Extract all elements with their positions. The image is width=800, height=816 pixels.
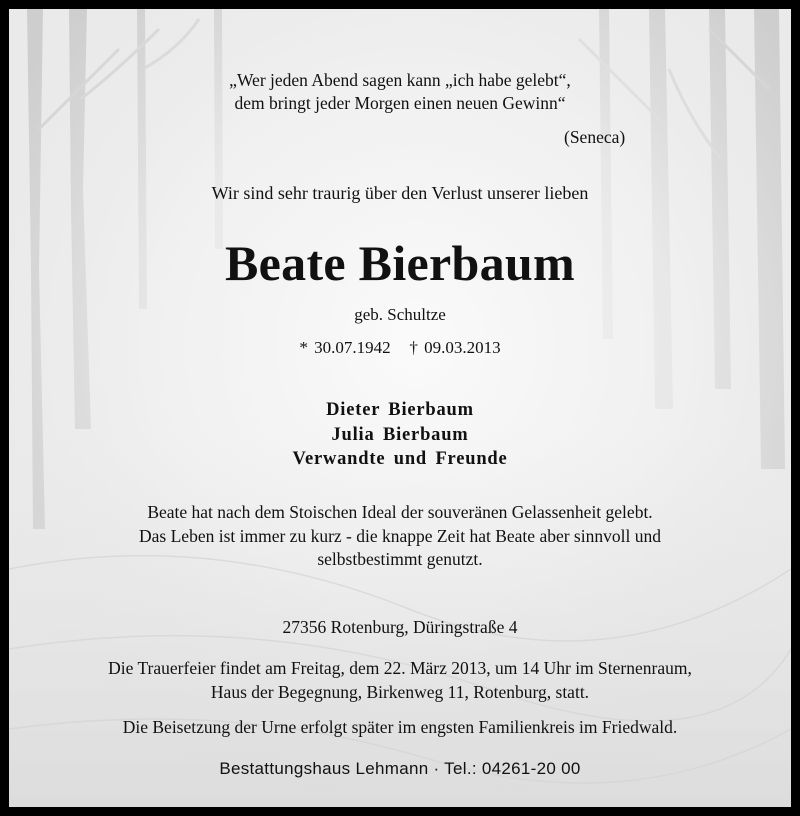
ceremony-info (9, 657, 791, 704)
maiden-name: geb. Schultze (354, 305, 446, 324)
mourner-julia: Julia Bierbaum (331, 424, 469, 445)
mourner-relatives: Verwandte und Freunde (292, 449, 508, 469)
intro-text: Wir sind sehr traurig über den Verlust unserer lieben (211, 183, 589, 203)
funeral-home: Bestattungshaus Lehmann · Tel.: 04261-20 00 (219, 759, 581, 778)
tribute-line-2: Das Leben ist immer zu kurz - die knappe Zeit hat Beate aber sinnvoll und (139, 525, 661, 546)
life-dates (9, 338, 791, 358)
ceremony-line-1: Die Trauerfeier findet am Freitag, dem 22. März 2013, um 14 Uhr im Sternenraum, (108, 658, 692, 678)
birth-date: * 30.07.1942 (299, 338, 391, 357)
burial-info: Die Beisetzung der Urne erfolgt später im engsten Familienkreis im Friedwald. (122, 717, 678, 737)
obituary-notice (9, 9, 791, 807)
tribute-text (9, 501, 791, 572)
address: 27356 Rotenburg, Düringstraße 4 (282, 617, 518, 637)
mourner-dieter: Dieter Bierbaum (326, 400, 474, 420)
death-date: † 09.03.2013 (409, 338, 501, 357)
quote-line-2: dem bringt jeder Morgen einen neuen Gewinn“ (234, 93, 566, 113)
quote-line-1: „Wer jeden Abend sagen kann „ich habe gelebt“, (229, 70, 571, 90)
quote-source: (Seneca) (564, 127, 626, 147)
ceremony-line-2: Haus der Begegnung, Birkenweg 11, Rotenburg, statt. (210, 681, 590, 702)
seneca-quote (9, 69, 791, 115)
tribute-line-1: Beate hat nach dem Stoischen Ideal der souveränen Gelassenheit gelebt. (147, 502, 653, 522)
mourners-list (9, 398, 791, 472)
tribute-line-3: selbstbestimmt genutzt. (317, 549, 483, 569)
deceased-name: Beate Bierbaum (225, 235, 575, 291)
